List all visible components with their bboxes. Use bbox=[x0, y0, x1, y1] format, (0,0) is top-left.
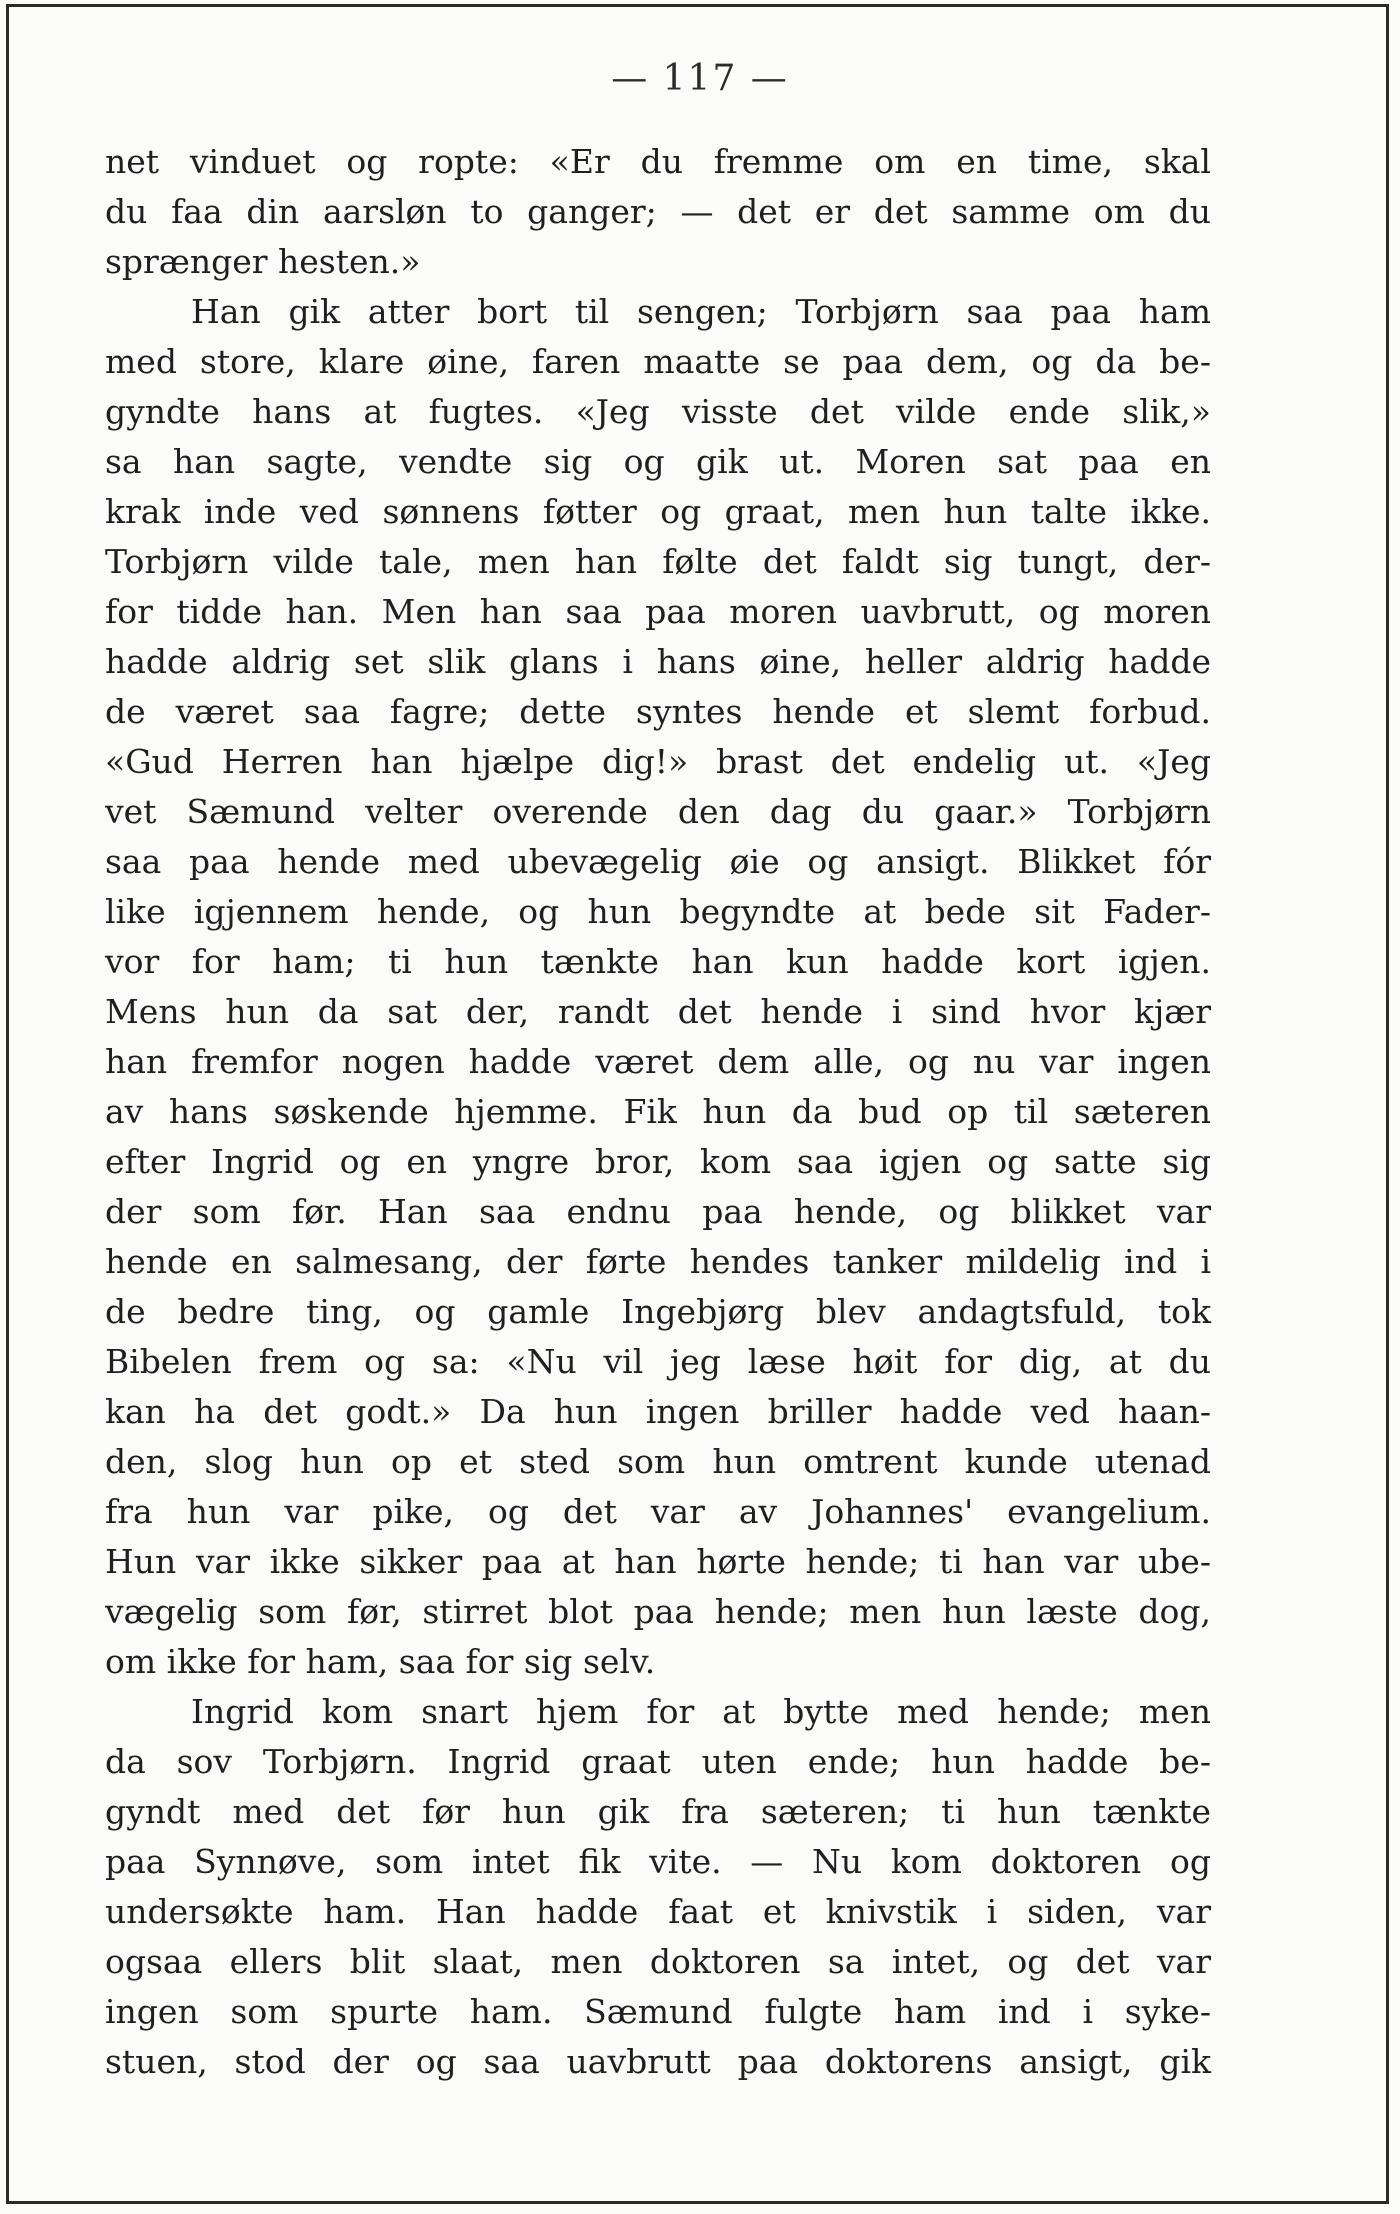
text-line: der som før. Han saa endnu paa hende, og blikket var bbox=[105, 1192, 1211, 1231]
text-line: de været saa fagre; dette syntes hende et slemt forbud. bbox=[105, 692, 1211, 731]
text-line: Han gik atter bort til sengen; Torbjørn saa paa ham bbox=[191, 292, 1211, 331]
text-line: Torbjørn vilde tale, men han følte det faldt sig tungt, der- bbox=[105, 542, 1211, 581]
text-line: «Gud Herren han hjælpe dig!» brast det endelig ut. «Jeg bbox=[105, 742, 1211, 781]
text-line: du faa din aarsløn to ganger; — det er det samme om du bbox=[105, 192, 1211, 231]
text-line: gyndte hans at fugtes. «Jeg visste det vilde ende slik,» bbox=[105, 392, 1211, 431]
text-line: saa paa hende med ubevægelig øie og ansigt. Blikket fór bbox=[105, 842, 1211, 881]
text-line: Bibelen frem og sa: «Nu vil jeg læse høit for dig, at du bbox=[105, 1342, 1211, 1381]
text-line: krak inde ved sønnens føtter og graat, men hun talte ikke. bbox=[105, 492, 1211, 531]
text-line: paa Synnøve, som intet fik vite. — Nu kom doktoren og bbox=[105, 1842, 1211, 1881]
text-line: hende en salmesang, der førte hendes tanker mildelig ind i bbox=[105, 1242, 1211, 1281]
text-line: sa han sagte, vendte sig og gik ut. Moren sat paa en bbox=[105, 442, 1211, 481]
text-line: av hans søskende hjemme. Fik hun da bud op til sæteren bbox=[105, 1092, 1211, 1131]
text-line: undersøkte ham. Han hadde faat et knivstik i siden, var bbox=[105, 1892, 1211, 1931]
text-line: stuen, stod der og saa uavbrutt paa doktorens ansigt, gik bbox=[105, 2042, 1211, 2081]
text-line: for tidde han. Men han saa paa moren uavbrutt, og moren bbox=[105, 592, 1211, 631]
text-line: hadde aldrig set slik glans i hans øine, heller aldrig hadde bbox=[105, 642, 1211, 681]
page-number: — 117 — bbox=[611, 58, 789, 99]
text-line: efter Ingrid og en yngre bror, kom saa igjen og satte sig bbox=[105, 1142, 1211, 1181]
text-line: om ikke for ham, saa for sig selv. bbox=[105, 1642, 656, 1681]
text-line: vægelig som før, stirret blot paa hende; men hun læste dog, bbox=[105, 1592, 1211, 1631]
text-line: han fremfor nogen hadde været dem alle, og nu var ingen bbox=[105, 1042, 1211, 1081]
text-line: Mens hun da sat der, randt det hende i sind hvor kjær bbox=[105, 992, 1211, 1031]
text-line: da sov Torbjørn. Ingrid graat uten ende; hun hadde be- bbox=[105, 1742, 1211, 1781]
text-line: gyndt med det før hun gik fra sæteren; ti hun tænkte bbox=[105, 1792, 1211, 1831]
text-line: vor for ham; ti hun tænkte han kun hadde kort igjen. bbox=[105, 942, 1211, 981]
text-line: vet Sæmund velter overende den dag du gaar.» Torbjørn bbox=[105, 792, 1211, 831]
text-line: net vinduet og ropte: «Er du fremme om en time, skal bbox=[105, 142, 1211, 181]
body-text bbox=[105, 137, 1211, 2087]
text-line: med store, klare øine, faren maatte se paa dem, og da be- bbox=[105, 342, 1211, 381]
text-line: kan ha det godt.» Da hun ingen briller hadde ved haan- bbox=[105, 1392, 1211, 1431]
text-line: de bedre ting, og gamle Ingebjørg blev andagtsfuld, tok bbox=[105, 1292, 1211, 1331]
text-line: sprænger hesten.» bbox=[105, 242, 421, 281]
text-line: ogsaa ellers blit slaat, men doktoren sa intet, og det var bbox=[105, 1942, 1211, 1981]
text-line: Ingrid kom snart hjem for at bytte med hende; men bbox=[191, 1692, 1211, 1731]
text-line: like igjennem hende, og hun begyndte at bede sit Fader- bbox=[105, 892, 1211, 931]
text-line: fra hun var pike, og det var av Johannes' evangelium. bbox=[105, 1492, 1211, 1531]
text-line: den, slog hun op et sted som hun omtrent kunde utenad bbox=[105, 1442, 1211, 1481]
text-line: Hun var ikke sikker paa at han hørte hende; ti han var ube- bbox=[105, 1542, 1211, 1581]
text-line: ingen som spurte ham. Sæmund fulgte ham ind i syke- bbox=[105, 1992, 1211, 2031]
